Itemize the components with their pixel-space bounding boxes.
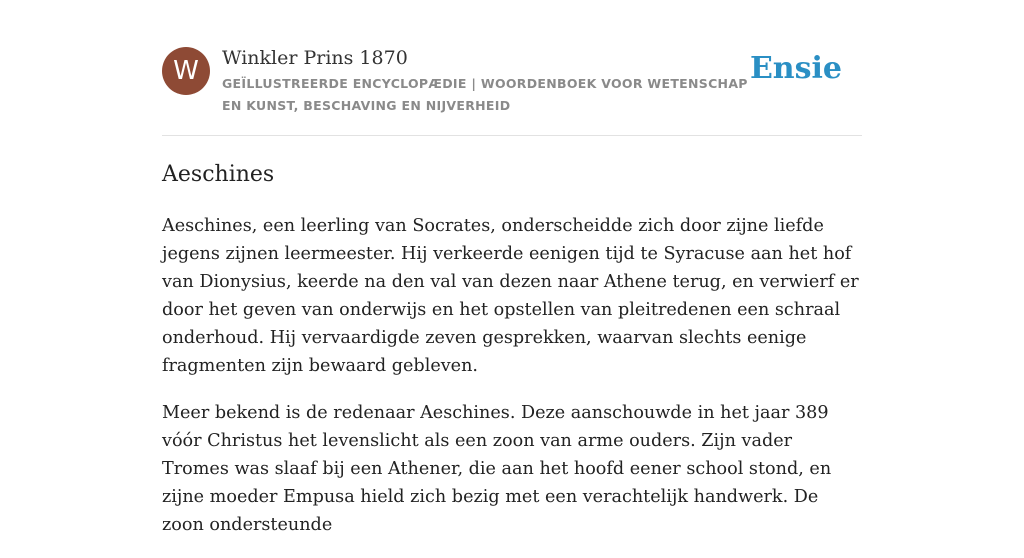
source-subtitle: GEÏLLUSTREERDE ENCYCLOPÆDIE | WOORDENBOEK VOOR WETENSCHAP EN KUNST, BESCHAVING EN NIJVERHEID [222, 76, 748, 113]
article-paragraph: Aeschines, een leerling van Socrates, onderscheidde zich door zijne liefde jegens zijnen leermeester. Hij verkeerde eenigen tijd te Syracuse aan het hof van Dionysius, keerde na den val van dezen naar Athene terug, en verwierf er door het geven van onderwijs en het opstellen van pleitredenen een schraal onderhoud. Hij vervaardigde zeven gesprekken, waarvan slechts eenige fragmenten zijn bewaard gebleven. [162, 216, 859, 376]
header-divider [162, 135, 862, 136]
ensie-logo[interactable]: Ensie [749, 51, 842, 86]
source-title[interactable]: Winkler Prins 1870 [222, 47, 408, 69]
article-paragraph: Meer bekend is de redenaar Aeschines. Deze aanschouwde in het jaar 389 vóór Christus het levenslicht als een zoon van arme ouders. Zijn vader Tromes was slaaf bij een Athener, die aan het hoofd eener school stond, en zijne moeder Empusa hield zich bezig met een verachtelijk handwerk. De zoon ondersteunde [162, 403, 832, 535]
source-header [162, 46, 862, 136]
article-title: Aeschines [162, 162, 275, 187]
source-avatar[interactable]: W [162, 47, 210, 95]
article-body [162, 212, 862, 558]
